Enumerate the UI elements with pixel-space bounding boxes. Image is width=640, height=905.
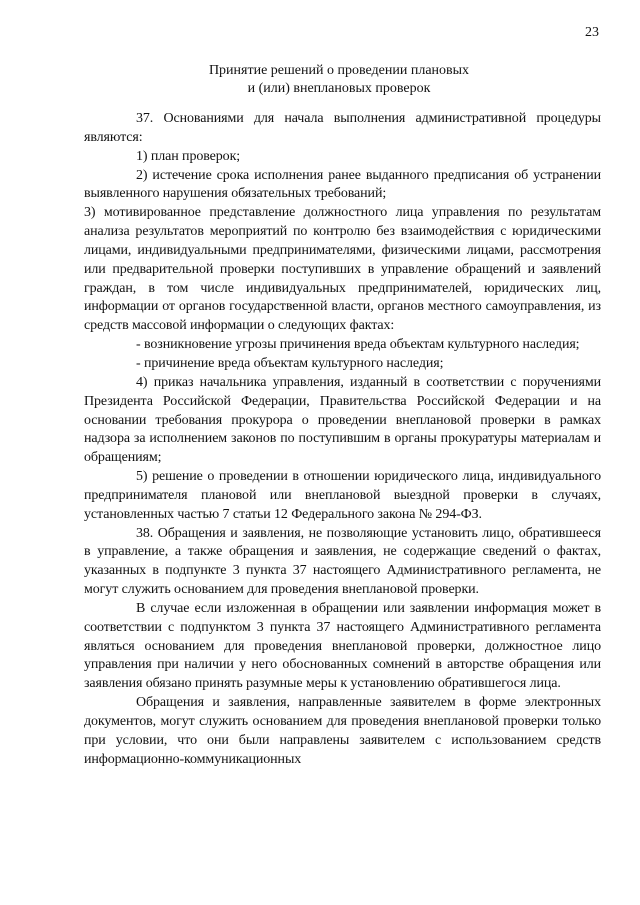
section-title-line-2: и (или) внеплановых проверок [247, 81, 431, 96]
paragraph-verification: В случае если изложенная в обращении или заявлении информация может в соответствии с подпунктом 3 пункта 37 настоящего Административного регламента являться основанием для проведения внеплановой проверки, должностное лицо управления при наличии у него обоснованных сомнений в авторстве обращения или заявления обязано принять разумные меры к установлению обратившегося лица. [84, 600, 601, 692]
document-body [84, 110, 601, 770]
sub-item-harm: - причинение вреда объектам культурного наследия; [136, 355, 444, 371]
list-item-2: 2) истечение срока исполнения ранее выданного предписания об устранении выявленного нарушения обязательных требований; [84, 167, 601, 202]
paragraph-electronic: Обращения и заявления, направленные заявителем в форме электронных документов, могут служить основанием для проведения внеплановой проверки только при условии, что они были направлены заявителем с использованием средств информационно-коммуникационных [84, 695, 601, 767]
page-number: 23 [585, 25, 599, 40]
paragraph-38: 38. Обращения и заявления, не позволяющие установить лицо, обратившееся в управление, а также обращения и заявления, не содержащие сведений о фактах, указанных в подпункте 3 пункта 37 настоящего Административного регламента, не могут служить основанием для проведения внеплановой проверки. [84, 525, 601, 598]
list-item-5: 5) решение о проведении в отношении юридического лица, индивидуального предпринимателя плановой или внеплановой выездной проверки в случаях, установленных частью 7 статьи 12 Федерального закона № 294-ФЗ. [84, 469, 601, 522]
list-item-4: 4) приказ начальника управления, изданный в соответствии с поручениями Президента Российской Федерации, Правительства Российской Федерации и на основании требования прокурора о проведении внеплановой проверки в рамках надзора за исполнением законов по поступившим в органы прокуратуры материалам и обращениям; [84, 374, 601, 466]
list-item-3: 3) мотивированное представление должностного лица управления по результатам анализа результатов мероприятий по контролю без взаимодействия с юридическими лицами, индивидуальными предпринимателями, физическими лицами, рассмотрения или предварительной проверки поступивших в управление обращений и заявлений граждан, в том числе индивидуальных предпринимателей, юридических лиц, информации от органов государственной власти, органов местного самоуправления, из средств массовой информации о следующих фактах: [84, 205, 601, 334]
section-title [84, 62, 594, 98]
section-title-line-1: Принятие решений о проведении плановых [208, 63, 470, 78]
paragraph-37: 37. Основаниями для начала выполнения административной процедуры являются: [84, 111, 601, 145]
sub-item-threat: - возникновение угрозы причинения вреда объектам культурного наследия; [136, 337, 580, 353]
list-item-1: 1) план проверок; [136, 148, 241, 164]
